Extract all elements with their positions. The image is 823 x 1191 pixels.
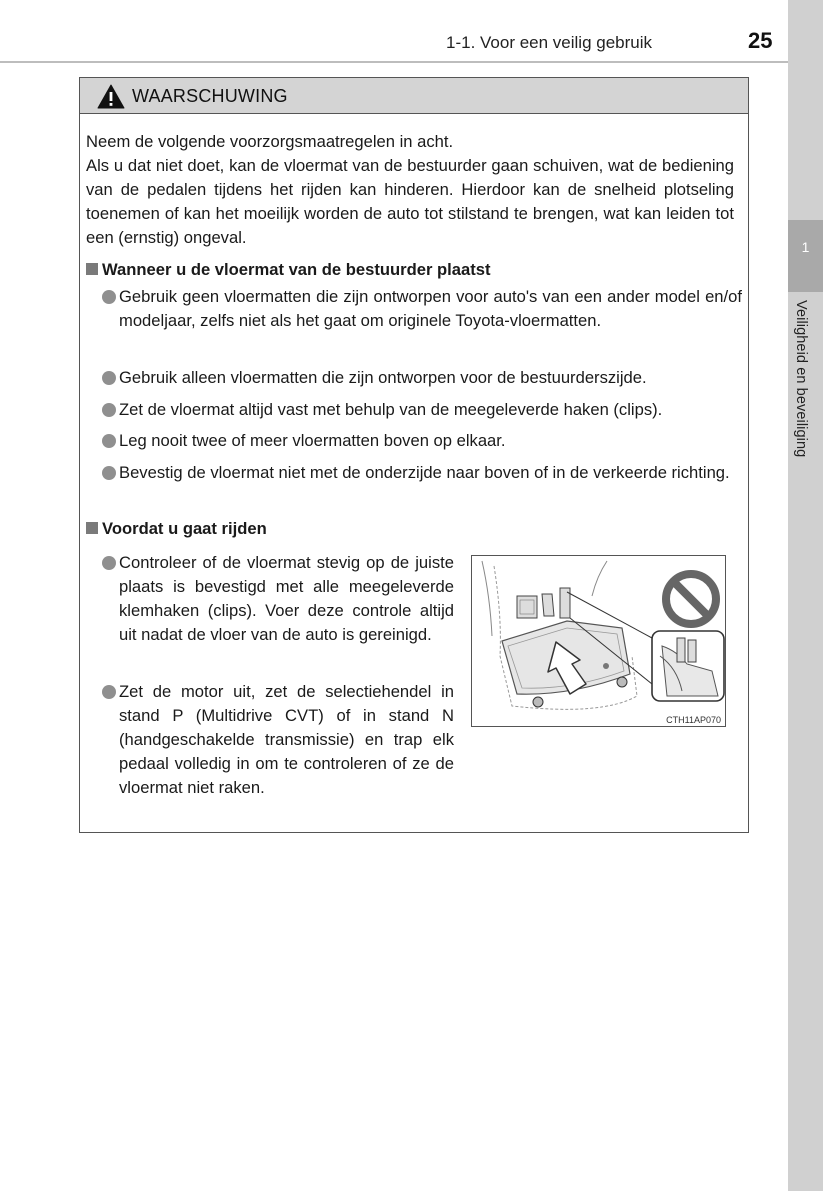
circle-bullet-icon — [102, 434, 116, 448]
page-number: 25 — [748, 28, 773, 53]
chapter-number: 1 — [801, 239, 810, 255]
list-item — [102, 398, 742, 422]
warning-intro — [86, 130, 734, 250]
list-item-text: Zet de vloermat altijd vast met behulp van de meegeleverde haken (clips). — [119, 400, 663, 419]
floor-mat-drawing — [472, 556, 726, 727]
list-item-text: Gebruik geen vloermatten die zijn ontworpen voor auto's van een ander model en/of modeljaar, zelfs niet als het gaat om originele Toyota-vloermatten. — [119, 287, 742, 330]
floor-mat-illustration — [471, 555, 726, 727]
list-item — [102, 680, 454, 800]
circle-bullet-icon — [102, 290, 116, 304]
circle-bullet-icon — [102, 466, 116, 480]
section-heading-before-driving — [86, 517, 267, 541]
chapter-label: Veiligheid en beveiliging — [793, 300, 809, 458]
section-heading-text: Voordat u gaat rijden — [102, 519, 267, 538]
section-heading-text: Wanneer u de vloermat van de bestuurder plaatst — [102, 260, 491, 279]
warning-title: WAARSCHUWING — [132, 86, 288, 106]
list-item — [102, 551, 454, 647]
list-item-text: Gebruik alleen vloermatten die zijn ontworpen voor de bestuurderszijde. — [119, 368, 647, 387]
circle-bullet-icon — [102, 403, 116, 417]
circle-bullet-icon — [102, 685, 116, 699]
header-divider — [0, 61, 788, 63]
list-item — [102, 285, 742, 333]
side-tab-strip — [788, 0, 823, 1191]
section-title: 1-1. Voor een veilig gebruik — [446, 33, 653, 52]
circle-bullet-icon — [102, 371, 116, 385]
intro-line-1: Neem de volgende voorzorgsmaatregelen in acht. — [86, 132, 454, 151]
chapter-tab[interactable] — [788, 220, 823, 292]
list-item-text: Leg nooit twee of meer vloermatten boven op elkaar. — [119, 431, 506, 450]
list-item-text: Zet de motor uit, zet de selectiehendel in stand P (Multidrive CVT) of in stand N (handgeschakelde transmissie) en trap elk pedaal volledig in om te controleren of ze de vloermat niet raken. — [119, 682, 454, 797]
list-item — [102, 366, 742, 390]
warning-box — [79, 77, 749, 833]
square-bullet-icon — [86, 263, 98, 275]
warning-triangle-icon — [97, 84, 125, 109]
square-bullet-icon — [86, 522, 98, 534]
list-item — [102, 429, 742, 453]
section-heading-placement — [86, 258, 491, 282]
list-item — [102, 461, 742, 485]
list-item-text: Bevestig de vloermat niet met de onderzijde naar boven of in de verkeerde richting. — [119, 463, 730, 482]
intro-line-2: Als u dat niet doet, kan de vloermat van de bestuurder gaan schuiven, wat de bediening van de pedalen tijdens het rijden kan hinderen. Hierdoor kan de snelheid plotseling toenemen of kan het moeilijk worden de auto tot stilstand te brengen, wat kan leiden tot een (ernstig) ongeval. — [86, 156, 734, 247]
illustration-code: CTH11AP070 — [666, 715, 721, 725]
circle-bullet-icon — [102, 556, 116, 570]
list-item-text: Controleer of de vloermat stevig op de juiste plaats is bevestigd met alle meegeleverde klemhaken (clips). Voer deze controle altijd uit nadat de vloer van de auto is gereinigd. — [119, 553, 454, 644]
warning-header — [80, 78, 748, 114]
